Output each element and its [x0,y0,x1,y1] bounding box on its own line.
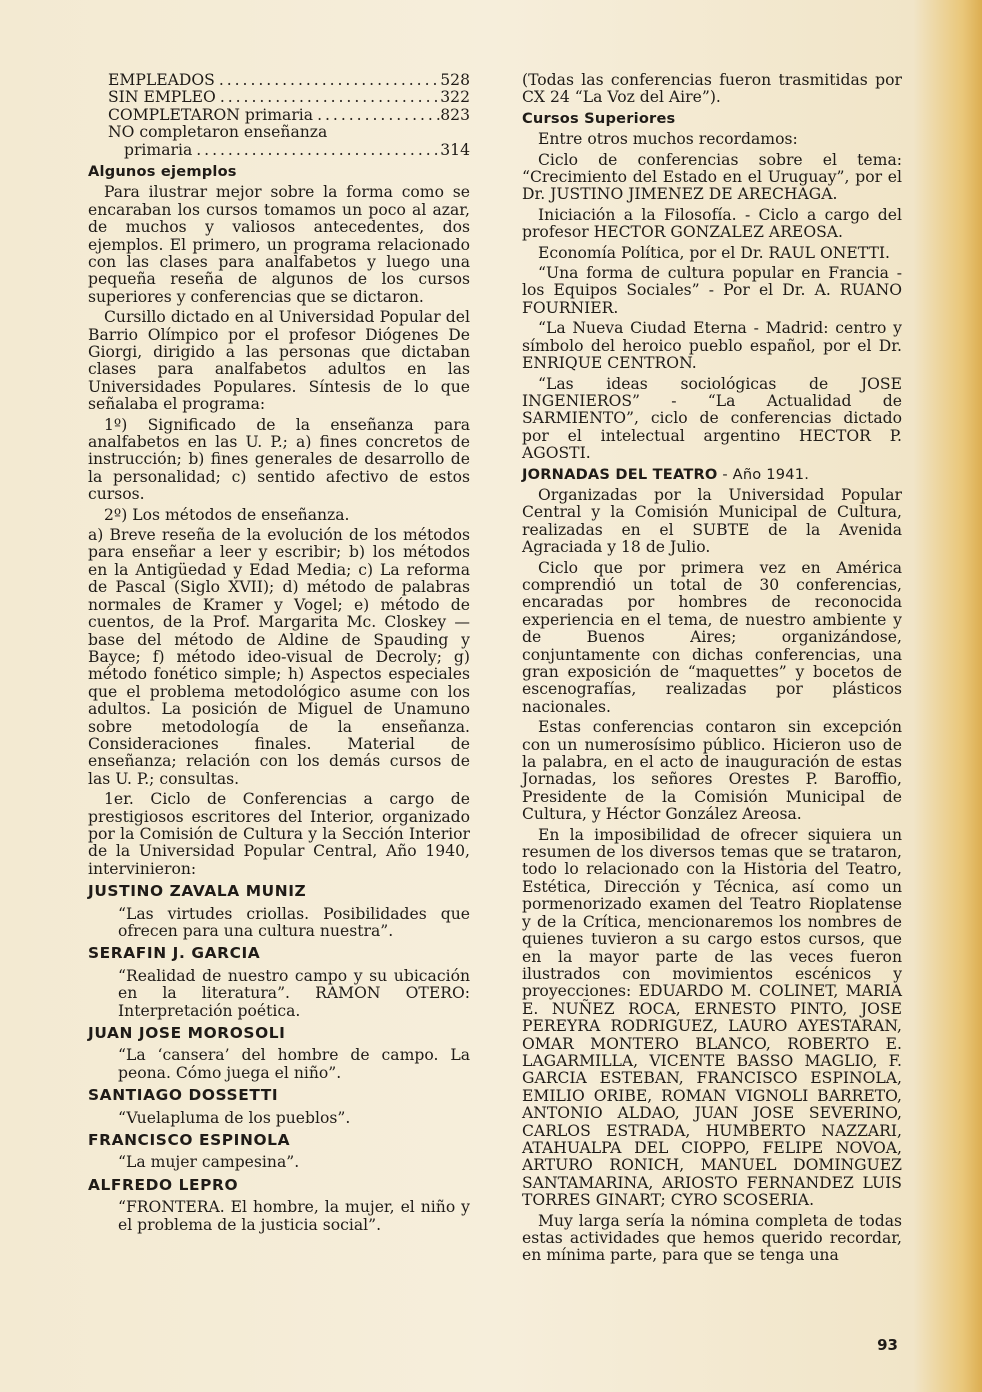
stat-label: COMPLETARON primaria [108,105,314,124]
paragraph: Iniciación a la Filosofía. - Ciclo a cargo del profesor HECTOR GONZALEZ AREOSA. [522,205,902,242]
paragraph: “Una forma de cultura popular en Francia - los Equipos Sociales” - Por el Dr. A. RUANO FOURNIER. [522,264,902,317]
speaker-name: JUSTINO ZAVALA MUNIZ [88,882,307,901]
left-column [88,72,470,1238]
speaker-name: SERAFIN J. GARCIA [88,944,261,963]
paragraph: a) Breve reseña de la evolución de los métodos para enseñar a leer y escribir; b) los métodos en la Antigüedad y Edad Media; c) La reforma de Pascal (Siglo XVII); d) método de palabras normales de Kramer y Vogel; e) método de cuentos, de la Prof. Margarita Mc. Closkey —base del método de Aldine de Spauding y Bayce; f) método ideo-visual de Decroly; g) método fonético simple; h) Aspectos especiales que el problema metodológico asume con los adultos. La posición de Miguel de Unamuno sobre metodología de la enseñanza. Consideraciones finales. Material de enseñanza; relación con los demás cursos de las U. P.; consultas. [88,526,470,788]
leader-dots [192,142,440,159]
stat-row [108,72,470,89]
stat-row-continued [108,142,470,159]
stat-label-line2: primaria [124,140,193,159]
speaker-talk: “Vuelapluma de los pueblos”. [118,1108,351,1127]
jornadas-year: - Año 1941. [717,465,810,483]
speaker-talk: “Las virtudes criollas. Posibilidades que ofrecen para una cultura nuestra”. [118,904,470,941]
speaker-name: JUAN JOSE MOROSOLI [88,1024,286,1043]
statistics-list [108,72,470,159]
jornadas-title: JORNADAS DEL TEATRO [522,465,718,483]
paragraph: “Las ideas sociológicas de JOSE INGENIEROS” - “La Actualidad de SARMIENTO”, ciclo de conferencias dictado por el intelectual argentino HECTOR P. AGOSTI. [522,374,902,463]
paragraph: Entre otros muchos recordamos: [538,130,798,149]
speaker-talk: “Realidad de nuestro campo y su ubicación en la literatura”. RAMON OTERO: Interpretación poética. [118,966,470,1020]
paragraph: Estas conferencias contaron sin excepción con un numerosísimo público. Hicieron uso de la palabra, en el acto de inauguración de estas Jornadas, los señores Orestes P. Baroffio, Presidente de la Comisión Municipal de Cultura, y Héctor González Areosa. [522,718,902,824]
paragraph: Muy larga sería la nómina completa de todas estas actividades que hemos querido recordar, en mínima parte, para que se tenga una [522,1211,902,1265]
stat-label: SIN EMPLEO [108,88,216,107]
speaker-name: FRANCISCO ESPINOLA [88,1131,291,1150]
paragraph: Para ilustrar mejor sobre la forma como se encaraban los cursos tomamos un poco al azar, de muchos y valiosos antecedentes, dos ejemplos. El primero, un programa relacionado con las clases para analfabetos y luego una pequeña reseña de algunos de los cursos superiores y conferencias que se dictaron. [88,183,470,306]
paragraph-text: En la imposibilidad de ofrecer siquiera un resumen de los diversos temas que se trataron, todo lo relacionado con la Historia del Teatro, Estética, Dirección y Técnica, así como un pormenorizado examen del Teatro Rioplatense y de la Crítica, mencionaremos los nombres de quienes tuvieron a su cargo estos cursos, que en la mayor parte de las veces fueron ilustrados con movimientos escénicos y proyecciones: [522,825,902,1001]
stat-value: 322 [440,88,470,107]
stat-value: 528 [440,71,470,89]
paragraph: Economía Política, por el Dr. RAUL ONETTI. [538,243,890,262]
stat-row [108,107,470,124]
speaker-talk: “La ‘cansera’ del hombre de campo. La peona. Cómo juega el niño”. [118,1046,470,1082]
stat-value: 314 [440,140,470,159]
paragraph: 2º) Los métodos de enseñanza. [104,505,350,524]
paragraph: Cursillo dictado en al Universidad Popular del Barrio Olímpico por el profesor Diógenes De Giorgi, dirigido a las personas que dictaban clases para analfabetos adultos en las Universidades Populares. Síntesis de lo que señalaba el programa: [88,308,470,414]
stat-row-wrapped [108,124,470,159]
stat-value: 823 [440,105,470,124]
section-heading-ejemplos: Algunos ejemplos [88,162,237,180]
paragraph [522,827,902,1210]
paragraph: Ciclo de conferencias sobre el tema: “Crecimiento del Estado en el Uruguay”, por el Dr. JUSTINO JIMENEZ DE ARECHAGA. [522,150,902,204]
speaker-name: ALFREDO LEPRO [88,1175,239,1194]
paragraph: (Todas las conferencias fueron trasmitidas por CX 24 “La Voz del Aire”). [522,71,902,107]
stat-row [108,89,470,106]
leader-dots [216,89,440,106]
paragraph: 1º) Significado de la enseñanza para analfabetos en las U. P.; a) fines concretos de instrucción; b) fines generales de desarrollo de la personalidad; c) sentido afectivo de estos cursos. [88,415,470,504]
right-column [522,72,902,1268]
paragraph: 1er. Ciclo de Conferencias a cargo de prestigiosos escritores del Interior, organizado por la Comisión de Cultura y la Sección Interior de la Universidad Popular Central, Año 1940, intervinieron: [88,790,470,878]
section-heading-jornadas [522,466,902,483]
page-number: 93 [877,1336,898,1354]
paragraph: “La Nueva Ciudad Eterna - Madrid: centro y símbolo del heroico pueblo español, por el Dr. ENRIQUE CENTRON. [522,319,902,373]
section-heading-cursos: Cursos Superiores [522,109,676,127]
lecturer-names: EDUARDO M. COLINET, MARIA E. NUÑEZ ROCA, ERNESTO PINTO, JOSE PEREYRA RODRIGUEZ, LAURO AYESTARAN, OMAR MONTERO BLANCO, ROBERTO E. LAGARMILLA, VICENTE BASSO MAGLIO, F. GARCIA ESTEBAN, FRANCISCO ESPINOLA, EMILIO ORIBE, ROMAN VIGNOLI BARRETO, ANTONIO ALDAO, JUAN JOSE SEVERINO, CARLOS ESTRADA, HUMBERTO NAZZARI, ATAHUALPA DEL CIOPPO, FELIPE NOVOA, ARTURO RONICH, MANUEL DOMINGUEZ SANTAMARINA, ARIOSTO FERNANDEZ LUIS TORRES GINART; CYRO SCOSERIA. [522,982,902,1210]
paragraph: Organizadas por la Universidad Popular Central y la Comisión Municipal de Cultura, realizadas en el SUBTE de la Avenida Agraciada y 18 de Julio. [522,485,902,557]
leader-dots [313,107,440,124]
stat-label: EMPLEADOS [108,71,215,89]
stat-label-line1: NO completaron enseñanza [108,123,328,142]
leader-dots [215,72,440,89]
speaker-talk: “FRONTERA. El hombre, la mujer, el niño y el problema de la justicia social”. [118,1198,470,1234]
paragraph: Ciclo que por primera vez en América comprendió un total de 30 conferencias, encaradas por hombres de reconocida experiencia en el tema, de nuestro ambiente y de Buenos Aires; organizándose, conjuntamente con dichas conferencias, una gran exposición de “maquettes” y bocetos de escenografías, realizadas por plásticos nacionales. [522,558,902,716]
speaker-talk: “La mujer campesina”. [118,1153,300,1172]
speaker-name: SANTIAGO DOSSETTI [88,1086,279,1105]
